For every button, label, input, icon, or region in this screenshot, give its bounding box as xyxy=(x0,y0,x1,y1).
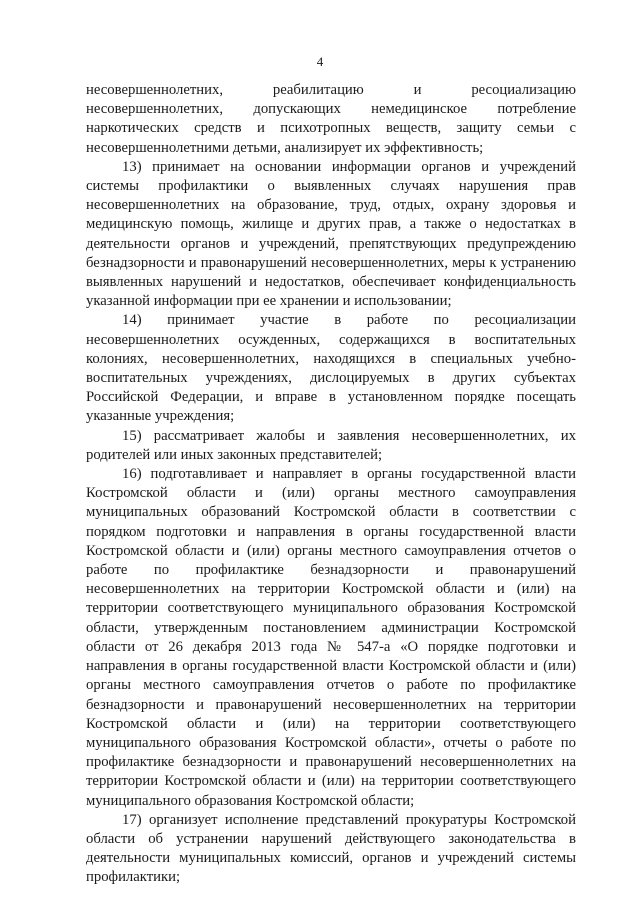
document-body xyxy=(86,81,576,888)
page-number: 4 xyxy=(316,54,324,69)
paragraph-item-15: 15) рассматривает жалобы и заявления несовершеннолетних, их родителей или иных законных представителей; xyxy=(86,427,576,463)
paragraph-item-17: 17) организует исполнение представлений прокуратуры Костромской области об устранении нарушений действующего законодательства в деятельности муниципальных комиссий, органов и учреждений системы профилактики; xyxy=(86,811,576,886)
paragraph-item-14: 14) принимает участие в работе по ресоциализации несовершеннолетних осужденных, содержащихся в воспитательных колониях, несовершеннолетних, находящихся в специальных учебно-воспитательных учреждениях, дислоцируемых в других субъектах Российской Федерации, и вправе в установленном порядке посещать указанные учреждения; xyxy=(86,312,576,425)
paragraph-item-16: 16) подготавливает и направляет в органы государственной власти Костромской области и (или) органы местного самоуправления муниципальных образований Костромской области в соответствии с порядком подготовки и направления в органы государственной власти Костромской области и (или) органы местного самоуправления отчетов о работе по профилактике безнадзорности и правонарушений несовершеннолетних на территории Костромской области и (или) на территории соответствующего муниципального образования Костромской области, утвержденным постановлением администрации Костромской области от 26 декабря 2013 года № 547-а «О порядке подготовки и направления в органы государственной власти Костромской области и (или) органы местного самоуправления отчетов о работе по профилактике безнадзорности и правонарушений несовершеннолетних на территории Костромской области и (или) на территории соответствующего муниципального образования Костромской области», отчеты о работе по профилактике безнадзорности и правонарушений несовершеннолетних на территории Костромской области и (или) на территории соответствующего муниципального образования Костромской области; xyxy=(86,466,576,809)
paragraph-continuation: несовершеннолетних, реабилитацию и ресоциализацию несовершеннолетних, допускающих немедицинское потребление наркотических средств и психотропных веществ, защиту семьи с несовершеннолетними детьми, анализирует их эффективность; xyxy=(86,82,576,156)
paragraph-item-13: 13) принимает на основании информации органов и учреждений системы профилактики о выявленных случаях нарушения прав несовершеннолетних на образование, труд, отдых, охрану здоровья и медицинскую помощь, жилище и других прав, а также о недостатках в деятельности органов и учреждений, препятствующих предупреждению безнадзорности и правонарушений несовершеннолетних, меры к устранению выявленных нарушений и недостатков, обеспечивает конфиденциальность указанной информации при ее хранении и использовании; xyxy=(86,158,576,310)
